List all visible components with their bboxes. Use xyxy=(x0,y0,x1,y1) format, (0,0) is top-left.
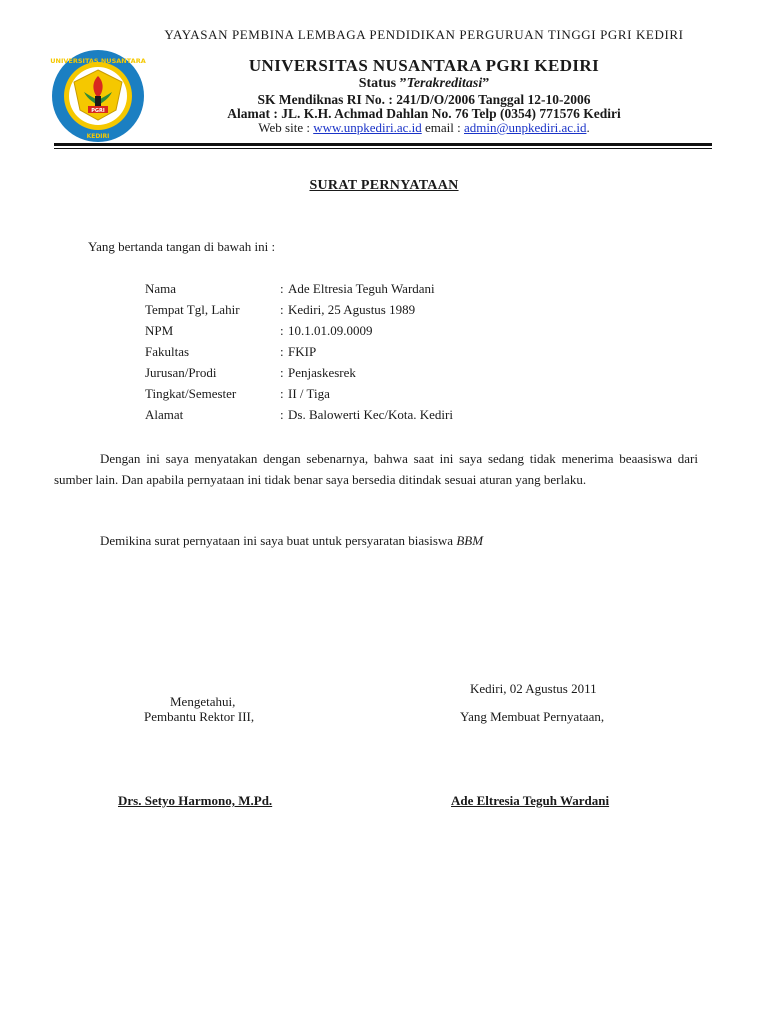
status-value: Terakreditasi xyxy=(406,76,483,91)
statement-paragraph: Dengan ini saya menyatakan dengan sebenarnya, bahwa saat ini saya sedang tidak menerima beaasiswa dari sumber lain. Dan apabila pernyataan ini tidak benar saya bersedia ditindak sesuai aturan yang berlaku. xyxy=(54,451,698,487)
field-colon: : xyxy=(280,344,284,359)
field-value: Ds. Balowerti Kec/Kota. Kediri xyxy=(288,407,453,422)
status-suffix: ” xyxy=(482,76,490,91)
web-label: Web site : xyxy=(258,120,314,135)
contact-line xyxy=(150,120,698,136)
field-value: Penjaskesrek xyxy=(288,365,356,380)
field-value: Kediri, 25 Agustus 1989 xyxy=(288,302,416,317)
field-label: Alamat xyxy=(145,407,184,422)
declarant-title: Yang Membuat Pernyataan, xyxy=(460,709,605,724)
field-label: Nama xyxy=(145,281,177,296)
field-colon: : xyxy=(280,407,284,422)
signer-right-name: Ade Eltresia Teguh Wardani xyxy=(451,793,610,808)
closing-italic: BBM xyxy=(456,533,484,548)
field-value: FKIP xyxy=(288,344,317,359)
field-colon: : xyxy=(280,365,284,380)
field-value: 10.1.01.09.0009 xyxy=(288,323,373,338)
status-prefix: Status ” xyxy=(358,76,407,91)
website-link[interactable]: www.unpkediri.ac.id xyxy=(313,120,422,135)
acknowledged-label: Mengetahui, xyxy=(170,694,236,709)
email-link[interactable]: admin@unpkediri.ac.id xyxy=(464,120,587,135)
accreditation-status xyxy=(150,76,698,92)
address-line: Alamat : JL. K.H. Achmad Dahlan No. 76 Telp (0354) 771576 Kediri xyxy=(227,106,621,121)
field-value: Ade Eltresia Teguh Wardani xyxy=(288,281,435,296)
field-label: Tempat Tgl, Lahir xyxy=(145,302,240,317)
closing-main: Demikina surat pernyataan ini saya buat untuk persyaratan biasiswa xyxy=(100,533,457,548)
document-title: SURAT PERNYATAAN xyxy=(309,178,459,193)
header-rule-thin xyxy=(54,148,712,149)
closing-text xyxy=(100,533,483,549)
intro-text: Yang bertanda tangan di bawah ini : xyxy=(88,239,276,254)
logo-text-bottom: KEDIRI xyxy=(86,133,110,140)
university-logo-icon xyxy=(50,48,146,144)
field-label: NPM xyxy=(145,323,174,338)
field-colon: : xyxy=(280,302,284,317)
vice-rector-title: Pembantu Rektor III, xyxy=(144,709,255,724)
logo-text-top: UNIVERSITAS NUSANTARA xyxy=(50,57,146,65)
header-rule-thick xyxy=(54,143,712,146)
field-value: II / Tiga xyxy=(288,386,330,401)
place-date: Kediri, 02 Agustus 2011 xyxy=(470,681,597,696)
field-colon: : xyxy=(280,386,284,401)
email-label: email : xyxy=(421,120,464,135)
field-label: Fakultas xyxy=(145,344,190,359)
logo-text-mid: PGRI xyxy=(91,108,105,114)
field-colon: : xyxy=(280,281,284,296)
signer-left-name: Drs. Setyo Harmono, M.Pd. xyxy=(118,793,273,808)
university-name: UNIVERSITAS NUSANTARA PGRI KEDIRI xyxy=(248,56,600,75)
sk-decree: SK Mendiknas RI No. : 241/D/O/2006 Tanggal 12-10-2006 xyxy=(257,92,591,107)
field-label: Tingkat/Semester xyxy=(145,386,237,401)
field-colon: : xyxy=(280,323,284,338)
contact-end: . xyxy=(586,120,590,135)
field-label: Jurusan/Prodi xyxy=(145,365,217,380)
yayasan-heading: YAYASAN PEMBINA LEMBAGA PENDIDIKAN PERGURUAN TINGGI PGRI KEDIRI xyxy=(164,27,684,42)
